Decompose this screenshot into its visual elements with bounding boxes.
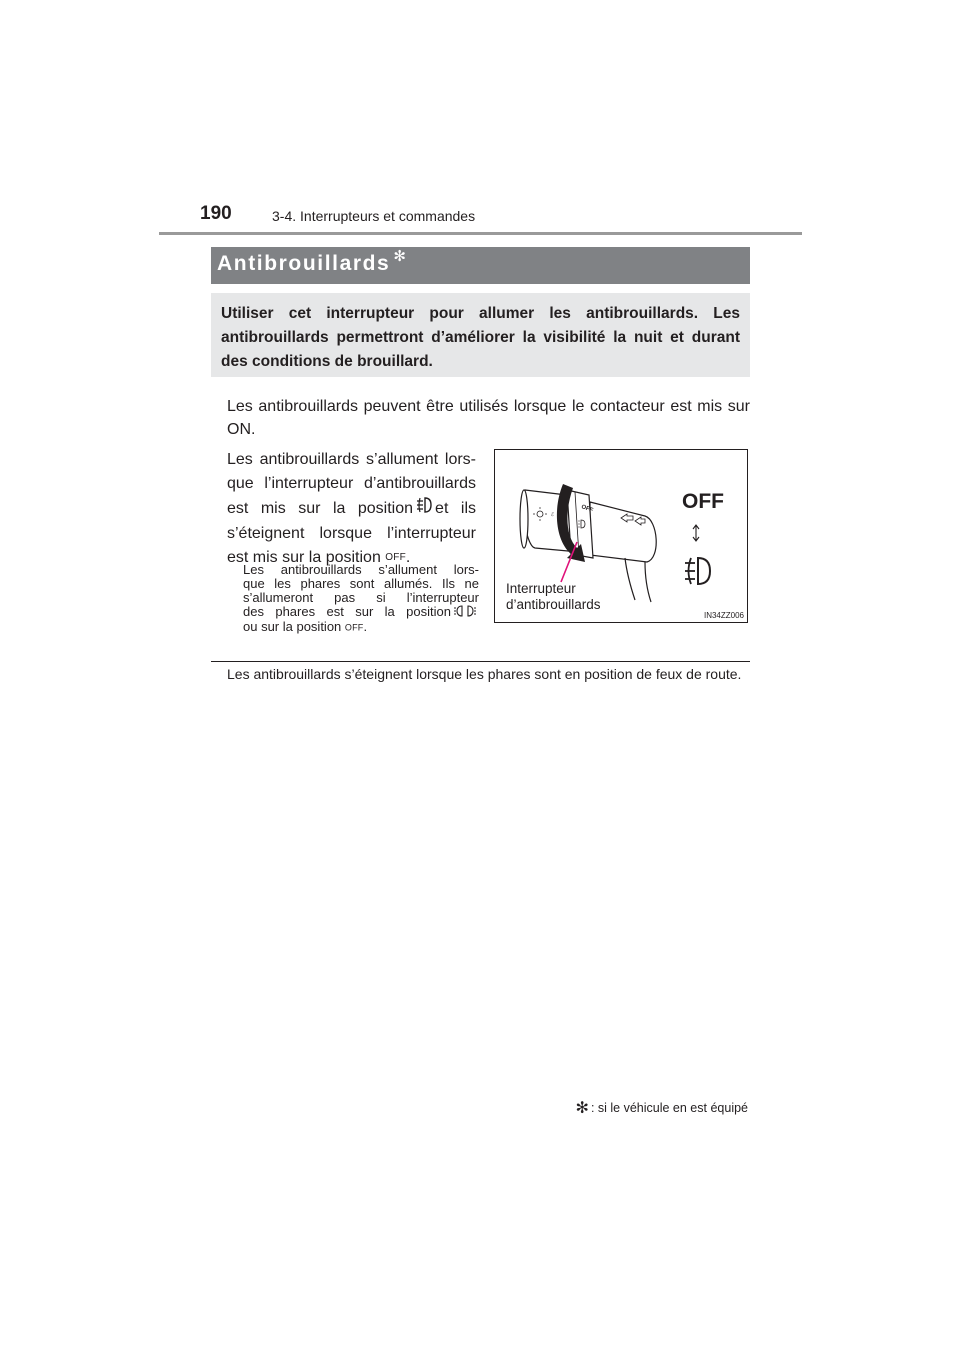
intro-box: Utiliser cet interrupteur pour allumer les antibrouillards. Les antibrouillards permettront d’améliorer la visibilité la nuit et durant des conditions de brouillard. [211,293,750,377]
fog-light-large-icon [685,558,710,584]
parking-light-symbol-icon [454,605,476,620]
note-headlight-condition: Les antibrouillards s’allument lors- que les phares sont allumés. Ils ne s’allumeront pas si l’interrupteur des phares est sur la position ou sur la position OFF. [243,562,479,635]
header-divider [159,232,802,235]
fog-light-symbol-icon [416,496,432,522]
fig-off-label: OFF [682,490,724,513]
paragraph-fog-switch: Les antibrouillards s’allument lors- que l’interrupteur d’antibrouillards est mis sur la position et ils s’éteignent lorsque l’interrupteur est mis sur la position OFF. [227,451,476,567]
footer-note: Les antibrouillards s’éteignent lorsque les phares sont en position de feux de route. [227,666,742,682]
fog-switch-callout: Interrupteur d’antibrouillards [506,581,601,612]
svg-text:OFF: OFF [580,504,594,514]
paragraph-on-condition: Les antibrouillards peuvent être utilisés lorsque le contacteur est mis sur ON. [227,398,750,438]
footnote: ✻ : si le véhicule en est équipé [575,1100,748,1117]
footnote-star-icon: ✻ [575,1100,589,1117]
footer-divider [211,661,750,662]
title-bar [211,247,750,284]
optional-equipment-mark: ✻ [393,248,406,265]
page-title: Antibrouillards ✻ [217,248,406,275]
section-header: 3-4. Interrupteurs et commandes [272,208,476,224]
page-number: 190 [200,203,232,224]
off-symbol: OFF [385,552,406,563]
off-symbol: OFF [344,622,364,633]
svg-text:ℰ: ℰ [551,512,555,518]
figure-code: IN34ZZ006 [703,611,744,620]
fog-switch-figure [494,449,748,623]
